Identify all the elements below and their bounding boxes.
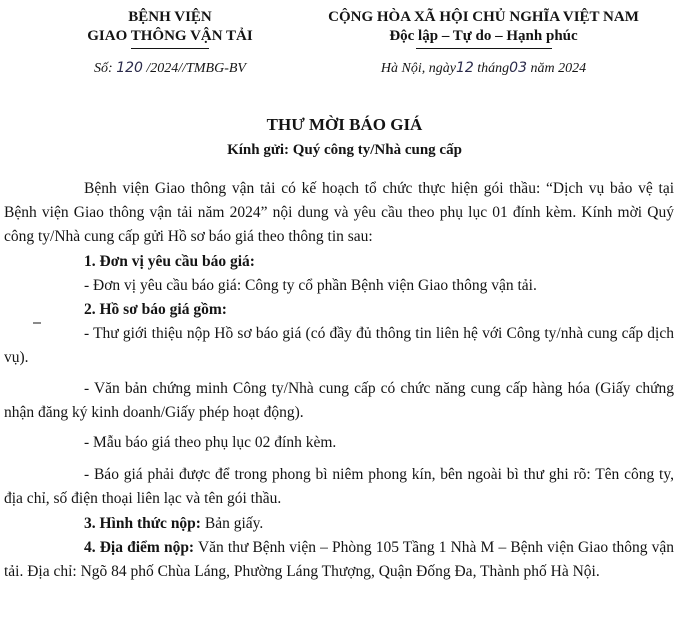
section-1-item: - Đơn vị yêu cầu báo giá: Công ty cổ phần Bệnh viện Giao thông vận tải. [84,276,537,294]
org-name-line2: GIAO THÔNG VẬN TẢI [87,28,253,44]
section-3-value: Bản giấy. [200,514,264,532]
date-month: 03 [509,60,527,76]
org-underline [131,48,209,49]
date-year: năm 2024 [526,61,587,76]
section-4 [4,536,674,584]
section-3-heading: 3. Hình thức nộp: [84,514,201,532]
doc-number-suffix: /2024//TMBG-BV [142,61,246,76]
document-body [4,177,674,584]
section-4-heading: 4. Địa điểm nộp: [84,538,195,556]
document-title: THƯ MỜI BÁO GIÁ [266,115,423,134]
intro-paragraph: Bệnh viện Giao thông vận tải có kế hoạch tổ chức thực hiện gói thầu: “Dịch vụ bảo vệ tại Bệnh viện Giao thông vận tải năm 2024” nội dung và yêu cầu theo phụ lục 01 đính kèm. Kính mời Quý công ty/Nhà cung cấp gửi Hồ sơ báo giá theo thông tin sau: [4,180,674,246]
section-2-item-1: - Thư giới thiệu nộp Hồ sơ báo giá (có đầy đủ thông tin liên hệ với Công ty/nhà cung cấp dịch vụ). [4,325,674,367]
section-4-value: Văn thư Bệnh viện – Phòng 105 Tầng 1 Nhà M – Bệnh viện Giao thông vận tải. Địa chỉ: Ngõ 84 phố Chùa Láng, Phường Láng Thượng, Quận Đống Đa, Thành phố Hà Nội. [4,538,675,581]
doc-number-prefix: Số: [94,61,117,76]
motto-underline [416,48,552,49]
national-motto: Độc lập – Tự do – Hạnh phúc [389,28,578,44]
date-prefix: Hà Nội, ngày [380,61,456,76]
national-header [296,8,671,49]
section-1-heading: 1. Đơn vị yêu cầu báo giá: [84,252,255,270]
section-2-item-4: - Báo giá phải được để trong phong bì niêm phong kín, bên ngoài bì thư ghi rõ: Tên công ty, địa chỉ, số điện thoại liên lạc và tên gói thầu. [4,466,674,508]
date-day: 12 [455,60,474,76]
section-2-item-3: - Mẫu báo giá theo phụ lục 02 đính kèm. [84,434,337,452]
section-3 [4,512,674,536]
org-name-line1: BỆNH VIỆN [128,9,212,25]
document-number [60,60,280,77]
issuing-organization [60,8,280,49]
section-2-item-2: - Văn bản chứng minh Công ty/Nhà cung cấp có chức năng cung cấp hàng hóa (Giấy chứng nhận đăng ký kinh doanh/Giấy phép hoạt động). [4,379,674,421]
doc-number-handwritten: 120 [116,60,143,76]
nation-name: CỘNG HÒA XÃ HỘI CHỦ NGHĨA VIỆT NAM [328,9,639,25]
greeting: Kính gửi: Quý công ty/Nhà cung cấp [227,142,462,158]
date-month-label: tháng [473,61,510,76]
spacer [4,455,674,463]
document-date [296,60,671,77]
section-2-heading: 2. Hồ sơ báo giá gồm: [84,301,227,319]
